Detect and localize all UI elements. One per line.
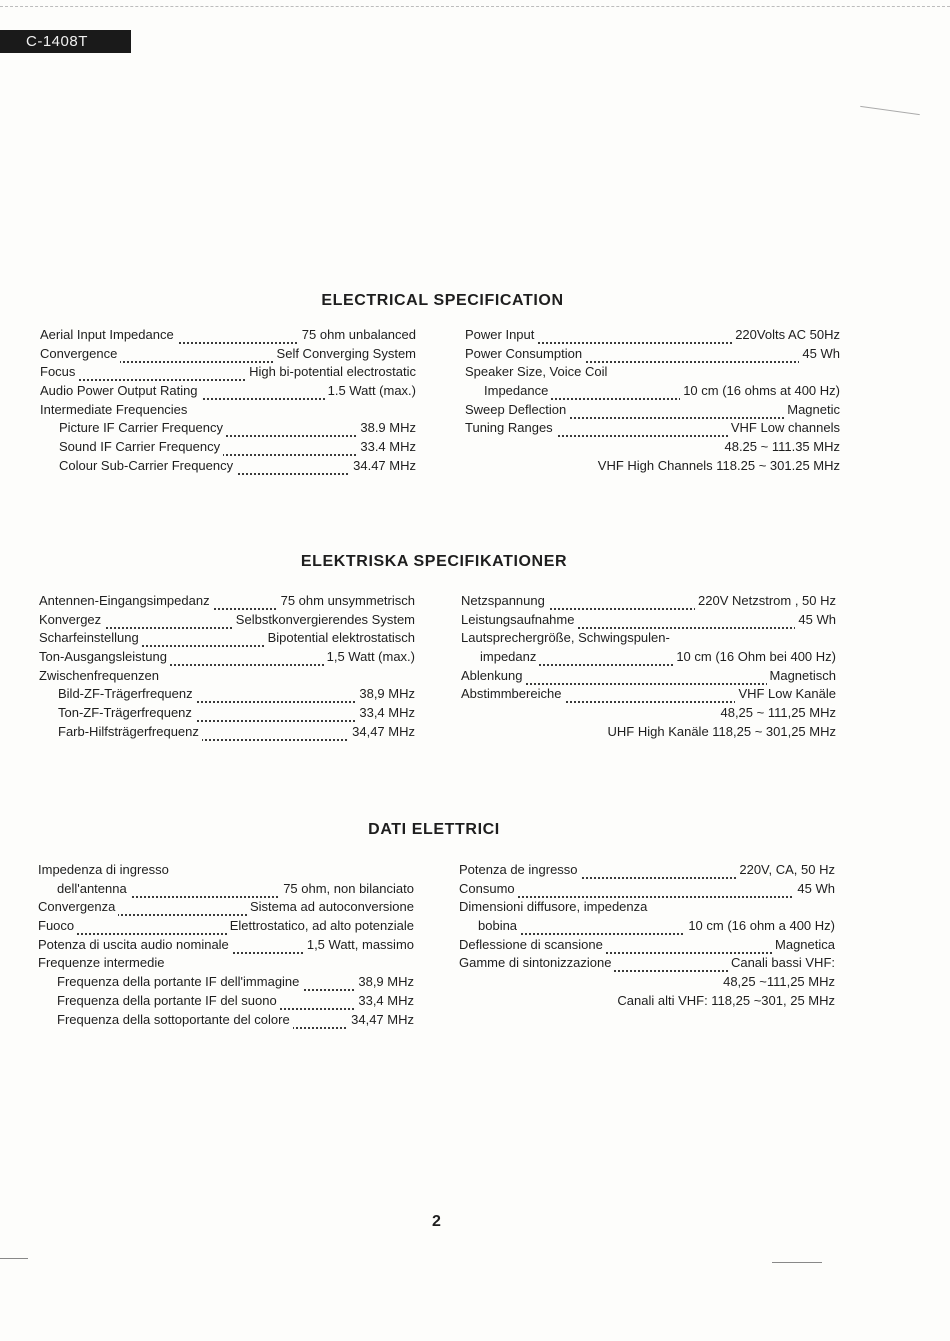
spec-label: Power Consumption (465, 345, 585, 364)
spec-row (465, 363, 840, 382)
spec-value: 38.9 MHz (357, 419, 416, 438)
spec-label: Colour Sub-Carrier Frequency (59, 457, 236, 476)
section-title: ELECTRICAL SPECIFICATION (321, 292, 564, 309)
spec-value: Canali bassi VHF: (728, 954, 835, 973)
spec-label: Scharfeinstellung (39, 629, 142, 648)
spec-value: 38,9 MHz (356, 685, 415, 704)
spec-row (40, 438, 416, 457)
spec-column-left (38, 861, 414, 1029)
spec-value: VHF Low Kanäle (735, 685, 836, 704)
spec-value: Self Converging System (274, 345, 416, 364)
spec-label: Abstimmbereiche (461, 685, 564, 704)
spec-value: 10 cm (16 ohm a 400 Hz) (685, 917, 835, 936)
spec-row (461, 667, 836, 686)
spec-row (39, 629, 415, 648)
spec-label: Konvergez (39, 611, 104, 630)
spec-label: Intermediate Frequencies (40, 401, 190, 420)
spec-label: Lautsprechergröße, Schwingspulen- (461, 629, 673, 648)
spec-value: 45 Wh (794, 880, 835, 899)
spec-label: Impedenza di ingresso (38, 861, 172, 880)
spec-row (40, 401, 416, 420)
spec-row (38, 992, 414, 1011)
spec-label: Ton-Ausgangsleistung (39, 648, 170, 667)
spec-label: Ablenkung (461, 667, 525, 686)
spec-label: Antennen-Eingangsimpedanz (39, 592, 213, 611)
spec-value: 48,25 ~ 111,25 MHz (720, 705, 836, 721)
spec-label: Frequenza della sottoportante del colore (57, 1011, 293, 1030)
spec-label: Deflessione di scansione (459, 936, 606, 955)
spec-row (459, 973, 835, 992)
spec-row (465, 401, 840, 420)
spec-value: 220Volts AC 50Hz (732, 326, 840, 345)
spec-column-right (461, 592, 836, 742)
spec-row (465, 382, 840, 401)
spec-label: Leistungsaufnahme (461, 611, 577, 630)
spec-row (465, 345, 840, 364)
spec-row (39, 648, 415, 667)
spec-value: 33,4 MHz (356, 704, 415, 723)
spec-row (465, 438, 840, 457)
spec-value: 220V Netzstrom , 50 Hz (695, 592, 836, 611)
spec-value: Magnetisch (767, 667, 836, 686)
top-edge-line (0, 6, 950, 7)
spec-label: Sweep Deflection (465, 401, 569, 420)
spec-label: Convergence (40, 345, 120, 364)
spec-row (38, 917, 414, 936)
spec-label: Potenza di uscita audio nominale (38, 936, 232, 955)
spec-row (459, 898, 835, 917)
spec-value: 34.47 MHz (350, 457, 416, 476)
spec-label: Audio Power Output Rating (40, 382, 201, 401)
spec-value: 34,47 MHz (349, 723, 415, 742)
spec-label: Netzspannung (461, 592, 548, 611)
spec-label: impedanz (480, 648, 539, 667)
spec-label: Frequenza della portante IF dell'immagine (57, 973, 302, 992)
scan-speck (0, 1258, 28, 1259)
spec-row (39, 723, 415, 742)
model-badge: C-1408T (0, 30, 131, 53)
spec-value: 38,9 MHz (355, 973, 414, 992)
spec-label: Zwischenfrequenzen (39, 667, 162, 686)
spec-label: Gamme di sintonizzazione (459, 954, 614, 973)
spec-label: Farb-Hilfsträgerfrequenz (58, 723, 202, 742)
spec-row (461, 592, 836, 611)
spec-value: UHF High Kanäle 118,25 ~ 301,25 MHz (607, 723, 836, 739)
spec-value: 10 cm (16 Ohm bei 400 Hz) (673, 648, 836, 667)
scan-speck (860, 106, 920, 115)
spec-value: 75 ohm unbalanced (299, 326, 416, 345)
spec-value: High bi-potential electrostatic (246, 363, 416, 382)
spec-value: VHF High Channels 118.25 ~ 301.25 MHz (597, 457, 840, 473)
spec-label: Ton-ZF-Trägerfrequenz (58, 704, 195, 723)
spec-column-left (40, 326, 416, 476)
spec-row (38, 954, 414, 973)
spec-value: Elettrostatico, ad alto potenziale (227, 917, 414, 936)
spec-row (38, 1011, 414, 1030)
spec-row (40, 457, 416, 476)
spec-row (459, 992, 835, 1011)
spec-row (465, 419, 840, 438)
spec-label: Frequenze intermedie (38, 954, 167, 973)
spec-row (38, 936, 414, 955)
spec-value: 1.5 Watt (max.) (325, 382, 416, 401)
spec-value: 34,47 MHz (348, 1011, 414, 1030)
spec-value: 45 Wh (799, 345, 840, 364)
spec-label: Bild-ZF-Trägerfrequenz (58, 685, 196, 704)
spec-row (40, 326, 416, 345)
spec-row (39, 704, 415, 723)
section-title: ELEKTRISKA SPECIFIKATIONER (300, 553, 568, 570)
spec-row (38, 880, 414, 899)
spec-column-right (465, 326, 840, 476)
spec-row (39, 592, 415, 611)
spec-row (38, 973, 414, 992)
spec-value: 75 ohm unsymmetrisch (278, 592, 415, 611)
spec-label: Impedance (484, 382, 551, 401)
spec-row (461, 611, 836, 630)
spec-row (40, 382, 416, 401)
spec-value: 45 Wh (795, 611, 836, 630)
spec-row (40, 345, 416, 364)
spec-row (461, 704, 836, 723)
spec-value: 48.25 ~ 111.35 MHz (724, 439, 840, 455)
spec-row (38, 898, 414, 917)
spec-row (39, 667, 415, 686)
spec-value: Sistema ad autoconversione (247, 898, 414, 917)
spec-value: Magnetic (784, 401, 840, 420)
spec-row (39, 685, 415, 704)
spec-value: 75 ohm, non bilanciato (280, 880, 414, 899)
spec-value: VHF Low channels (728, 419, 840, 438)
spec-label: Aerial Input Impedance (40, 326, 177, 345)
spec-label: Potenza de ingresso (459, 861, 581, 880)
spec-row (459, 861, 835, 880)
spec-row (39, 611, 415, 630)
spec-row (38, 861, 414, 880)
spec-label: Sound IF Carrier Frequency (59, 438, 223, 457)
spec-label: Speaker Size, Voice Coil (465, 363, 610, 382)
section-title: DATI ELETTRICI (368, 821, 500, 838)
spec-label: Focus (40, 363, 78, 382)
spec-row (461, 648, 836, 667)
spec-label: Dimensioni diffusore, impedenza (459, 898, 650, 917)
spec-row (40, 363, 416, 382)
spec-value: Magnetica (772, 936, 835, 955)
spec-row (465, 326, 840, 345)
spec-value: 48,25 ~111,25 MHz (723, 974, 835, 990)
spec-label: Convergenza (38, 898, 118, 917)
spec-column-left (39, 592, 415, 742)
spec-value: Selbstkonvergierendes System (233, 611, 415, 630)
spec-label: bobina (478, 917, 520, 936)
spec-value: 1,5 Watt (max.) (324, 648, 415, 667)
spec-value: 33.4 MHz (357, 438, 416, 457)
spec-row (40, 419, 416, 438)
spec-row (459, 954, 835, 973)
spec-label: Power Input (465, 326, 537, 345)
spec-label: Picture IF Carrier Frequency (59, 419, 226, 438)
spec-label: Frequenza della portante IF del suono (57, 992, 280, 1011)
spec-label: Tuning Ranges (465, 419, 556, 438)
spec-value: Bipotential elektrostatisch (265, 629, 415, 648)
page-number: 2 (432, 1213, 441, 1230)
spec-column-right (459, 861, 835, 1011)
spec-row (459, 917, 835, 936)
spec-row (461, 629, 836, 648)
spec-row (459, 880, 835, 899)
spec-value: 1,5 Watt, massimo (304, 936, 414, 955)
spec-value: 10 cm (16 ohms at 400 Hz) (680, 382, 840, 401)
spec-label: Consumo (459, 880, 518, 899)
spec-label: Fuoco (38, 917, 77, 936)
spec-value: 33,4 MHz (355, 992, 414, 1011)
spec-row (459, 936, 835, 955)
spec-label: dell'antenna (57, 880, 130, 899)
scan-speck (772, 1262, 822, 1263)
spec-row (461, 723, 836, 742)
spec-value: 220V, CA, 50 Hz (736, 861, 835, 880)
spec-value: Canali alti VHF: 118,25 ~301, 25 MHz (617, 992, 835, 1008)
spec-row (461, 685, 836, 704)
spec-row (465, 457, 840, 476)
